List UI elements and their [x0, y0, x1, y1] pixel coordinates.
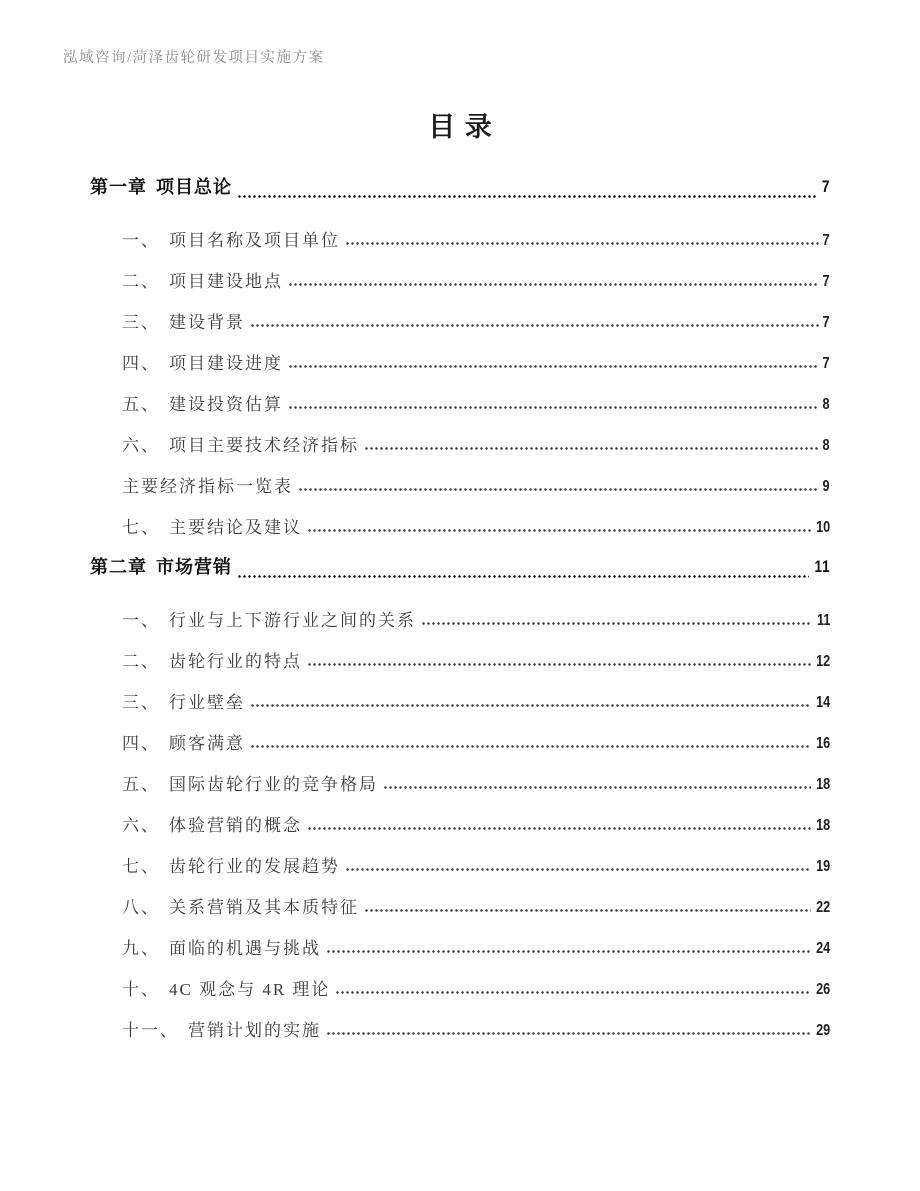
toc-chapter-row — [90, 174, 830, 201]
dot-leader — [326, 1021, 811, 1038]
dot-leader — [307, 652, 811, 669]
toc-item-title: 项目名称及项目单位 — [169, 231, 340, 250]
toc-item-number: 六、 — [122, 816, 160, 835]
toc-item-row — [122, 883, 830, 924]
toc-chapter-number: 第二章 — [90, 557, 147, 577]
toc-item-row — [122, 801, 830, 842]
toc-page-number: 7 — [822, 314, 830, 331]
toc-item-row — [122, 965, 830, 1006]
toc-item-row — [122, 637, 830, 678]
toc-page-number: 8 — [822, 437, 830, 454]
toc-item-number: 六、 — [122, 436, 160, 455]
toc-item-row — [122, 462, 830, 503]
toc-page-number: 18 — [815, 776, 830, 793]
toc-item-title: 面临的机遇与挑战 — [169, 939, 321, 958]
toc-item-number: 二、 — [122, 652, 160, 671]
toc-page-number: 24 — [815, 940, 830, 957]
dot-leader — [237, 183, 818, 201]
toc-item-number: 一、 — [122, 611, 160, 630]
dot-leader — [307, 816, 811, 833]
toc-item-number: 二、 — [122, 272, 160, 291]
dot-leader — [345, 231, 819, 248]
toc-item-title: 项目建设地点 — [169, 272, 283, 291]
toc-item-row — [122, 339, 830, 380]
toc-item-row — [122, 421, 830, 462]
toc-item-title: 齿轮行业的特点 — [169, 652, 302, 671]
toc-chapter — [90, 174, 830, 544]
toc-page-number: 12 — [815, 653, 830, 670]
dot-leader — [250, 313, 819, 330]
toc-item-row — [122, 596, 830, 637]
toc-item-number: 三、 — [122, 313, 160, 332]
dot-leader — [421, 611, 812, 628]
toc-item-number: 十一、 — [122, 1021, 179, 1040]
toc-item-number: 三、 — [122, 693, 160, 712]
toc-item-title: 4C 观念与 4R 理论 — [169, 980, 331, 999]
toc-item-title: 齿轮行业的发展趋势 — [169, 857, 340, 876]
toc-item-row — [122, 719, 830, 760]
toc-page-number: 10 — [815, 519, 830, 536]
toc-item-row — [122, 257, 830, 298]
toc-page-number: 16 — [815, 735, 830, 752]
toc-chapter-items — [90, 216, 830, 544]
toc-page-number: 29 — [815, 1022, 830, 1039]
toc-item-number: 五、 — [122, 395, 160, 414]
toc-item-row — [122, 380, 830, 421]
toc-item-title: 顾客满意 — [169, 734, 245, 753]
toc-page-number: 7 — [822, 355, 830, 372]
toc-item-number: 八、 — [122, 898, 160, 917]
toc-item-row — [122, 298, 830, 339]
toc-item-title: 项目主要技术经济指标 — [169, 436, 359, 455]
toc-item-row — [122, 842, 830, 883]
toc-page-number: 18 — [815, 817, 830, 834]
toc-item-row — [122, 924, 830, 965]
dot-leader — [345, 857, 811, 874]
toc-chapter-title: 项目总论 — [156, 177, 232, 197]
dot-leader — [288, 395, 819, 412]
toc-chapter-row — [90, 554, 830, 581]
toc-page-number: 26 — [815, 981, 830, 998]
toc-item-number: 四、 — [122, 354, 160, 373]
toc-item-title: 建设投资估算 — [169, 395, 283, 414]
toc-page-number: 7 — [822, 232, 830, 249]
toc-chapter — [90, 554, 830, 1047]
toc-item-row — [122, 216, 830, 257]
toc-item-title: 行业壁垒 — [169, 693, 245, 712]
dot-leader — [237, 563, 809, 581]
dot-leader — [364, 436, 819, 453]
document-header: 泓域咨询/菏泽齿轮研发项目实施方案 — [63, 50, 325, 66]
toc-chapter-number: 第一章 — [90, 177, 147, 197]
toc-item-number: 十、 — [122, 980, 160, 999]
toc-page-number: 22 — [815, 899, 830, 916]
dot-leader — [383, 775, 811, 792]
dot-leader — [288, 354, 819, 371]
toc-item-number: 一、 — [122, 231, 160, 250]
table-of-contents — [90, 174, 830, 1047]
toc-chapter-title: 市场营销 — [156, 557, 232, 577]
toc-page-number: 19 — [815, 858, 830, 875]
toc-item-row — [122, 678, 830, 719]
dot-leader — [335, 980, 810, 997]
toc-item-title: 主要经济指标一览表 — [122, 477, 293, 496]
toc-item-title: 体验营销的概念 — [169, 816, 302, 835]
toc-page-number: 14 — [815, 694, 830, 711]
page-title: 目录 — [428, 112, 502, 142]
toc-page-number: 7 — [822, 273, 830, 290]
toc-page-number: 8 — [822, 396, 830, 413]
dot-leader — [326, 939, 811, 956]
toc-item-number: 四、 — [122, 734, 160, 753]
dot-leader — [250, 734, 811, 751]
dot-leader — [250, 693, 811, 710]
toc-chapter-items — [90, 596, 830, 1047]
toc-item-number: 九、 — [122, 939, 160, 958]
toc-item-row — [122, 503, 830, 544]
toc-item-number: 七、 — [122, 857, 160, 876]
toc-item-number: 五、 — [122, 775, 160, 794]
dot-leader — [288, 272, 819, 289]
dot-leader — [307, 518, 811, 535]
toc-item-row — [122, 1006, 830, 1047]
dot-leader — [364, 898, 811, 915]
toc-page-number: 11 — [816, 612, 830, 629]
toc-item-title: 关系营销及其本质特征 — [169, 898, 359, 917]
toc-item-title: 项目建设进度 — [169, 354, 283, 373]
toc-item-row — [122, 760, 830, 801]
toc-item-number: 七、 — [122, 518, 160, 537]
dot-leader — [298, 477, 819, 494]
toc-item-title: 国际齿轮行业的竞争格局 — [169, 775, 378, 794]
toc-item-title: 主要结论及建议 — [169, 518, 302, 537]
toc-page-number: 9 — [822, 478, 830, 495]
toc-item-title: 行业与上下游行业之间的关系 — [169, 611, 416, 630]
toc-page-number: 7 — [821, 178, 830, 196]
toc-item-title: 营销计划的实施 — [188, 1021, 321, 1040]
toc-page-number: 11 — [814, 558, 830, 576]
toc-item-title: 建设背景 — [169, 313, 245, 332]
